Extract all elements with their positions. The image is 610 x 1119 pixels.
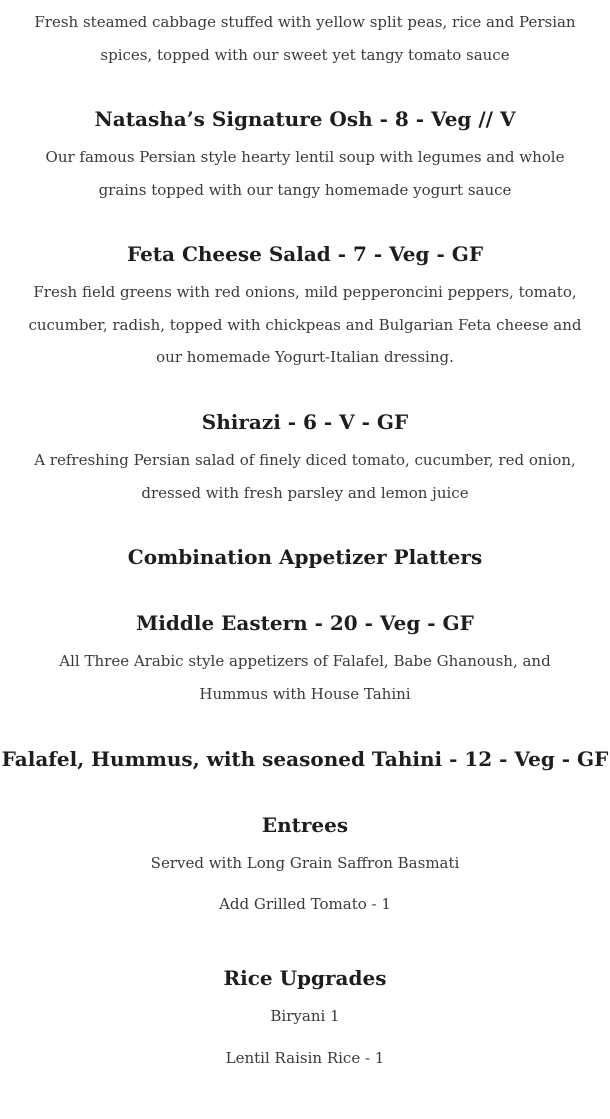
menu-item-shirazi — [0, 408, 610, 436]
menu-item-middle-eastern-desc-wrap — [0, 645, 610, 710]
menu-item-shirazi-desc-wrap — [0, 444, 610, 509]
entrees-note: Served with Long Grain Saffron Basmati — [150, 854, 460, 872]
menu-item-feta-salad — [0, 240, 610, 268]
menu-item-cabbage-rolls — [0, 6, 610, 71]
menu-item-title: Falafel, Hummus, with seasoned Tahini - 12 - Veg - GF — [1, 747, 609, 771]
section-entrees — [0, 811, 610, 839]
menu-item-title: Feta Cheese Salad - 7 - Veg - GF — [126, 242, 484, 266]
menu-item-osh-desc-wrap — [0, 141, 610, 206]
rice-option-lentil-wrap — [0, 1047, 610, 1069]
menu-item-description: A refreshing Persian salad of finely diced tomato, cucumber, red onion, dressed with fresh parsley and lemon juice — [34, 451, 576, 502]
menu-item-description: Our famous Persian style hearty lentil soup with legumes and whole grains topped with our tangy homemade yogurt sauce — [45, 148, 565, 199]
menu-item-feta-desc-wrap — [0, 276, 610, 374]
section-combination — [0, 543, 610, 571]
rice-option: Biryani 1 — [270, 1007, 340, 1025]
entrees-note-wrap — [0, 852, 610, 874]
entrees-addon-wrap — [0, 893, 610, 915]
section-heading: Rice Upgrades — [223, 966, 387, 990]
rice-option: Lentil Raisin Rice - 1 — [225, 1049, 385, 1067]
menu-item-title: Middle Eastern - 20 - Veg - GF — [136, 611, 474, 635]
menu-item-falafel-hummus — [0, 745, 610, 773]
menu-item-description: Fresh steamed cabbage stuffed with yellow split peas, rice and Persian spices, topped with our sweet yet tangy tomato sauce — [34, 13, 576, 64]
menu-item-title: Natasha’s Signature Osh - 8 - Veg // V — [94, 107, 516, 131]
section-heading: Entrees — [261, 813, 349, 837]
menu-item-description: Fresh field greens with red onions, mild pepperoncini peppers, tomato, cucumber, radish, topped with chickpeas and Bulgarian Feta cheese and our homemade Yogurt-Italian dressing. — [28, 283, 582, 366]
section-heading: Combination Appetizer Platters — [127, 545, 483, 569]
entrees-addon: Add Grilled Tomato - 1 — [219, 895, 391, 913]
menu-item-middle-eastern — [0, 609, 610, 637]
rice-option-biryani-wrap — [0, 1005, 610, 1027]
menu-item-title: Shirazi - 6 - V - GF — [201, 410, 409, 434]
section-rice-upgrades — [0, 964, 610, 992]
menu-item-osh — [0, 105, 610, 133]
menu-item-description: All Three Arabic style appetizers of Falafel, Babe Ghanoush, and Hummus with House Tahini — [59, 652, 551, 703]
